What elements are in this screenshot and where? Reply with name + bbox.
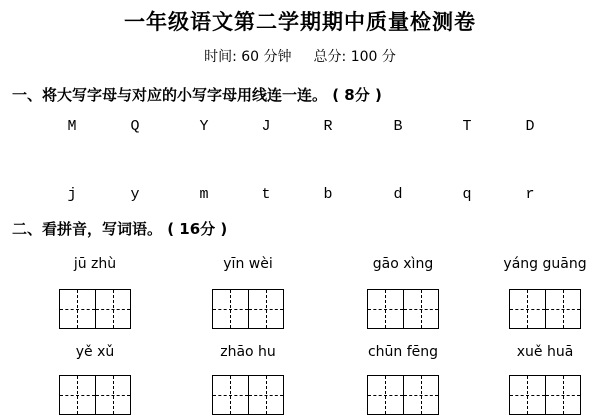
pinyin-row-1 — [0, 256, 600, 276]
lowercase-letter: b — [323, 186, 333, 203]
time-limit: 时间: 60 分钟 — [204, 49, 292, 65]
lowercase-letter: t — [261, 186, 271, 203]
pinyin-word: yě xǔ — [75, 344, 115, 360]
total-score: 总分: 100 分 — [313, 49, 396, 65]
pinyin-word: xuě huā — [516, 344, 574, 360]
pinyin-row-2 — [0, 344, 600, 364]
uppercase-letter: R — [323, 118, 333, 135]
lowercase-letter: q — [462, 186, 472, 203]
uppercase-letter: M — [67, 118, 77, 135]
lowercase-letter: y — [130, 186, 140, 203]
uppercase-letter: Y — [199, 118, 209, 135]
exam-info — [0, 46, 600, 66]
lowercase-letter: r — [525, 186, 535, 203]
uppercase-letters-row — [0, 118, 600, 138]
tianzige-box[interactable] — [509, 289, 581, 329]
pinyin-word: yīn wèi — [223, 256, 273, 272]
tianzige-box[interactable] — [59, 289, 131, 329]
pinyin-word: yáng guāng — [503, 256, 587, 272]
lowercase-letter: m — [199, 186, 209, 203]
uppercase-letter: J — [261, 118, 271, 135]
tianzige-box[interactable] — [367, 375, 439, 415]
lowercase-letter: j — [67, 186, 77, 203]
pinyin-word: zhāo hu — [220, 344, 276, 360]
tianzige-box[interactable] — [212, 289, 284, 329]
lowercase-letters-row — [0, 186, 600, 206]
uppercase-letter: Q — [130, 118, 140, 135]
lowercase-letter: d — [393, 186, 403, 203]
uppercase-letter: T — [462, 118, 472, 135]
pinyin-word: gāo xìng — [372, 256, 434, 272]
tianzige-box[interactable] — [367, 289, 439, 329]
tianzige-box[interactable] — [59, 375, 131, 415]
section-2-heading: 二、看拼音，写词语。 ( 16分 ) — [12, 220, 228, 238]
tianzige-box[interactable] — [212, 375, 284, 415]
uppercase-letter: B — [393, 118, 403, 135]
tianzige-box[interactable] — [509, 375, 581, 415]
pinyin-word: jū zhù — [73, 256, 117, 272]
pinyin-word: chūn fēng — [367, 344, 439, 360]
uppercase-letter: D — [525, 118, 535, 135]
exam-title: 一年级语文第二学期期中质量检测卷 — [124, 10, 476, 34]
writing-grid-row-1 — [0, 289, 600, 331]
section-1-heading: 一、将大写字母与对应的小写字母用线连一连。 ( 8分 ) — [12, 86, 382, 104]
writing-grid-row-2 — [0, 375, 600, 417]
